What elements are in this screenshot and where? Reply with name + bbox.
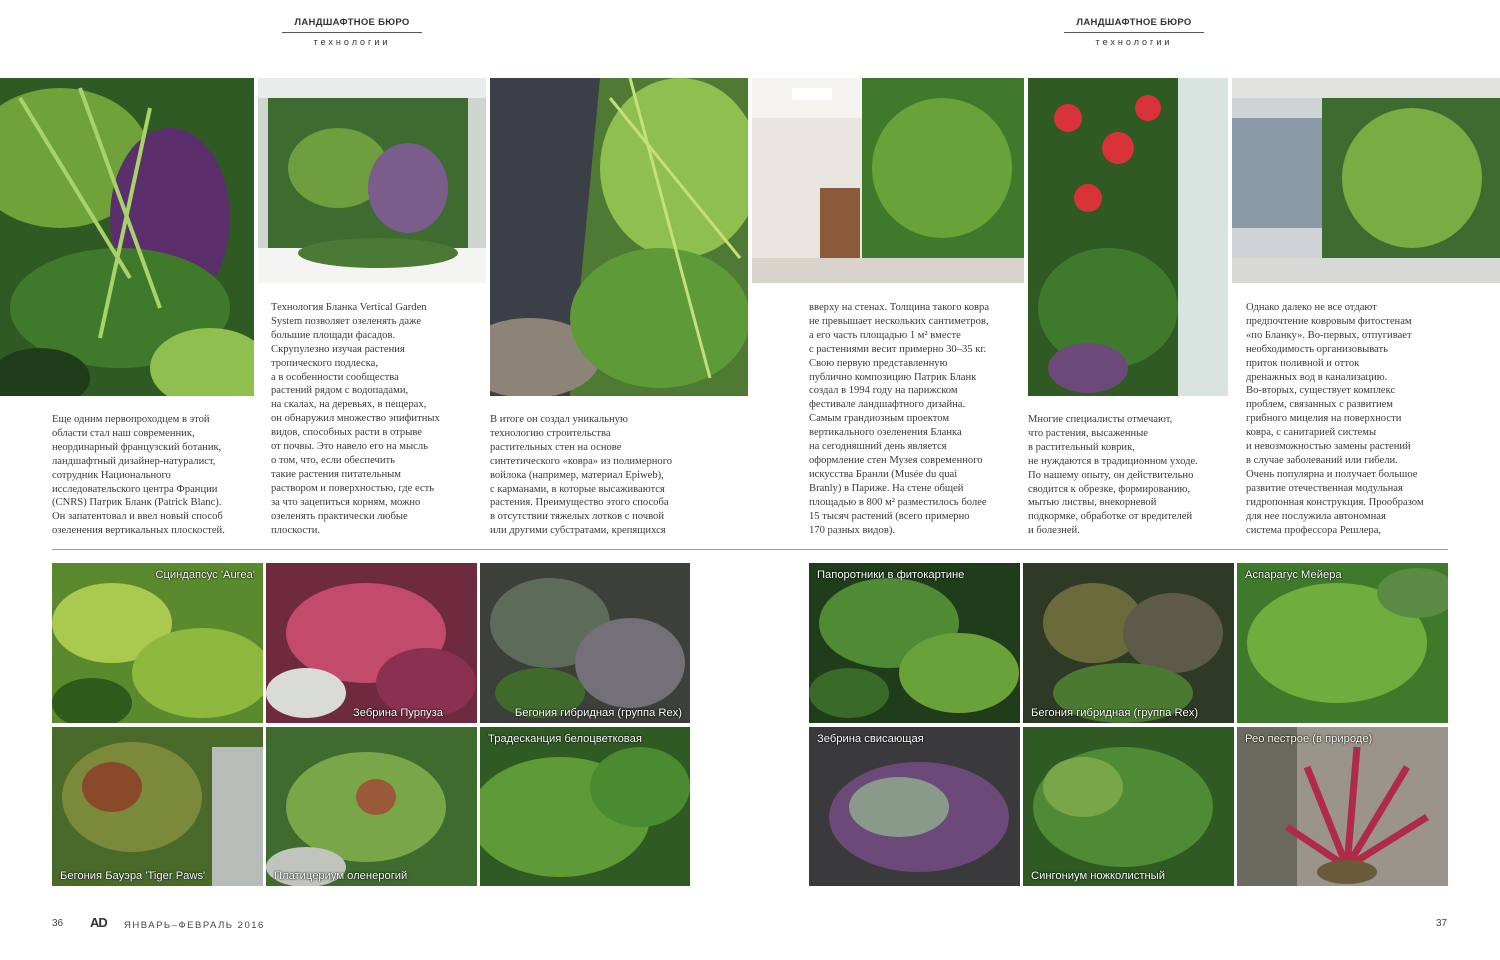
corridor-green-wall-photo bbox=[1232, 78, 1500, 283]
photo-caption: Зебрина свисающая bbox=[817, 733, 924, 745]
text-column-4: вверху на стенах. Толщина такого ковра не превышает нескольких сантиметров, а его часть площадью 1 м² вместе с растениями весит примерно 30–35 кг. Свою первую представленную публично композицию Патрик Бланк создал в 1994 году на парижском фестивале ландшафтного дизайна. Самым грандиозным проектом вертикального озеленения Бланка на сегодняшний день является оформление стен Музея современного искусства Бранли (Musée du quai Branly) в Париже. На стене общей площадью в 800 м² разместилось более 15 тысяч растений (всего примерно 170 разных видов). bbox=[809, 302, 990, 536]
photo-caption: Папоротники в фитокартине bbox=[817, 569, 965, 581]
office-green-wall-photo bbox=[752, 78, 1024, 283]
section-header-left bbox=[282, 17, 422, 48]
header-title: ЛАНДШАФТНОЕ БЮРО bbox=[294, 17, 410, 28]
header-subtitle: технологии bbox=[313, 37, 391, 47]
plant-photo-tradescantia bbox=[480, 727, 690, 886]
text-column-2: Технология Бланка Vertical Garden System позволяет озеленять даже большие площади фасадов. Скрупулезно изучая растения тропического подлеска, а в особенности сообщества растений рядом с водопадами, на скалах, на деревьях, в пещерах, он обнаружил множество эпифитных видов, способных расти в отрыве от почвы. Это навело его на мысль о том, что, если обеспечить такие растения питательным раствором и поверхностью, где есть за что зацепиться корням, можно озеленять практически любые плоскости. bbox=[271, 302, 440, 536]
magazine-logo: AD bbox=[90, 915, 107, 930]
fern-wall-photo bbox=[0, 78, 254, 396]
plant-photo-rheo bbox=[1237, 727, 1448, 886]
section-header-right bbox=[1064, 17, 1204, 48]
photo-caption: Бегония гибридная (группа Rex) bbox=[1031, 707, 1199, 719]
plant-photo-scindapsus bbox=[52, 563, 263, 723]
plant-photo-platycerium bbox=[266, 727, 477, 886]
header-rule bbox=[1064, 32, 1204, 33]
issue-date: ЯНВАРЬ–ФЕВРАЛЬ 2016 bbox=[124, 920, 265, 931]
photo-caption: Аспарагус Мейера bbox=[1245, 569, 1342, 581]
page-number-right: 37 bbox=[1436, 918, 1448, 929]
header-rule bbox=[282, 32, 422, 33]
plant-photo-zebrina-pendula bbox=[809, 727, 1020, 886]
plant-photo-syngonium bbox=[1023, 727, 1234, 886]
waterfall-garden-photo bbox=[490, 78, 748, 396]
photo-caption: Бегония Бауэра 'Tiger Paws' bbox=[60, 870, 206, 882]
photo-caption: Зебрина Пурпуза bbox=[353, 707, 443, 719]
page-number-left: 36 bbox=[52, 918, 64, 929]
header-subtitle: технологии bbox=[1095, 37, 1173, 47]
section-divider bbox=[52, 549, 1448, 550]
plant-photo-begonia-bauer bbox=[52, 727, 263, 886]
photo-caption: Традесканция белоцветковая bbox=[488, 733, 642, 745]
anthurium-wall-photo bbox=[1028, 78, 1228, 396]
plant-photo-zebrina-purpusa bbox=[266, 563, 477, 723]
plant-photo-begonia-rex bbox=[480, 563, 690, 723]
interior-garden-photo bbox=[258, 78, 486, 283]
plant-photo-ferns bbox=[809, 563, 1020, 723]
photo-caption: Рео пестрое (в природе) bbox=[1245, 733, 1373, 745]
text-column-3: В итоге он создал уникальную технологию строительства растительных стен на основе синтетического «ковра» из полимерного войлока (например, материал Epiweb), с карманами, в которые высаживаются растения. Преимущество этого способа в отсутствии тяжелых лотков с почвой или другими субстратами, крепящихся bbox=[490, 414, 673, 537]
photo-caption: Платицериум оленерогий bbox=[274, 870, 408, 882]
plant-photo-asparagus bbox=[1237, 563, 1448, 723]
photo-caption: Бегония гибридная (группа Rex) bbox=[514, 707, 682, 719]
text-column-5: Многие специалисты отмечают, что растения, высаженные в растительный коврик, не нуждаются в традиционном уходе. По нашему опыту, он действительно сводится к обрезке, формированию, мытью листвы, внекорневой подкормке, обработке от вредителей и болезней. bbox=[1028, 414, 1198, 537]
text-column-1: Еще одним первопроходцем в этой области стал наш современник, неординарный французский ботаник, ландшафтный дизайнер-натуралист, сотрудник Национального исследовательского центра Франции (CNRS) Патрик Бланк (Patrick Blanc). Он запатентовал и ввел новый способ озеленения вертикальных плоскостей. bbox=[52, 414, 225, 537]
text-column-6: Однако далеко не все отдают предпочтение ковровым фитостенам «по Бланку». Во-первых, отпугивает необходимость организовывать приток поливной и отток дренажных вод в канализацию. Во-вторых, существует комплекс проблем, связанных с развитием грибного мицелия на поверхности ковра, с санитарией системы и невозможностью замены растений в случае заболеваний или гибели. Очень популярна и получает большое развитие отечественная модульная гидропонная конструкция. Прообразом для нее послужила автономная система профессора Решлера, bbox=[1246, 302, 1424, 536]
photo-caption: Сциндапсус 'Aurea' bbox=[155, 569, 255, 581]
plant-photo-begonia-rex-2 bbox=[1023, 563, 1234, 723]
photo-caption: Сингониум ножколистный bbox=[1031, 870, 1165, 882]
header-title: ЛАНДШАФТНОЕ БЮРО bbox=[1076, 17, 1192, 28]
